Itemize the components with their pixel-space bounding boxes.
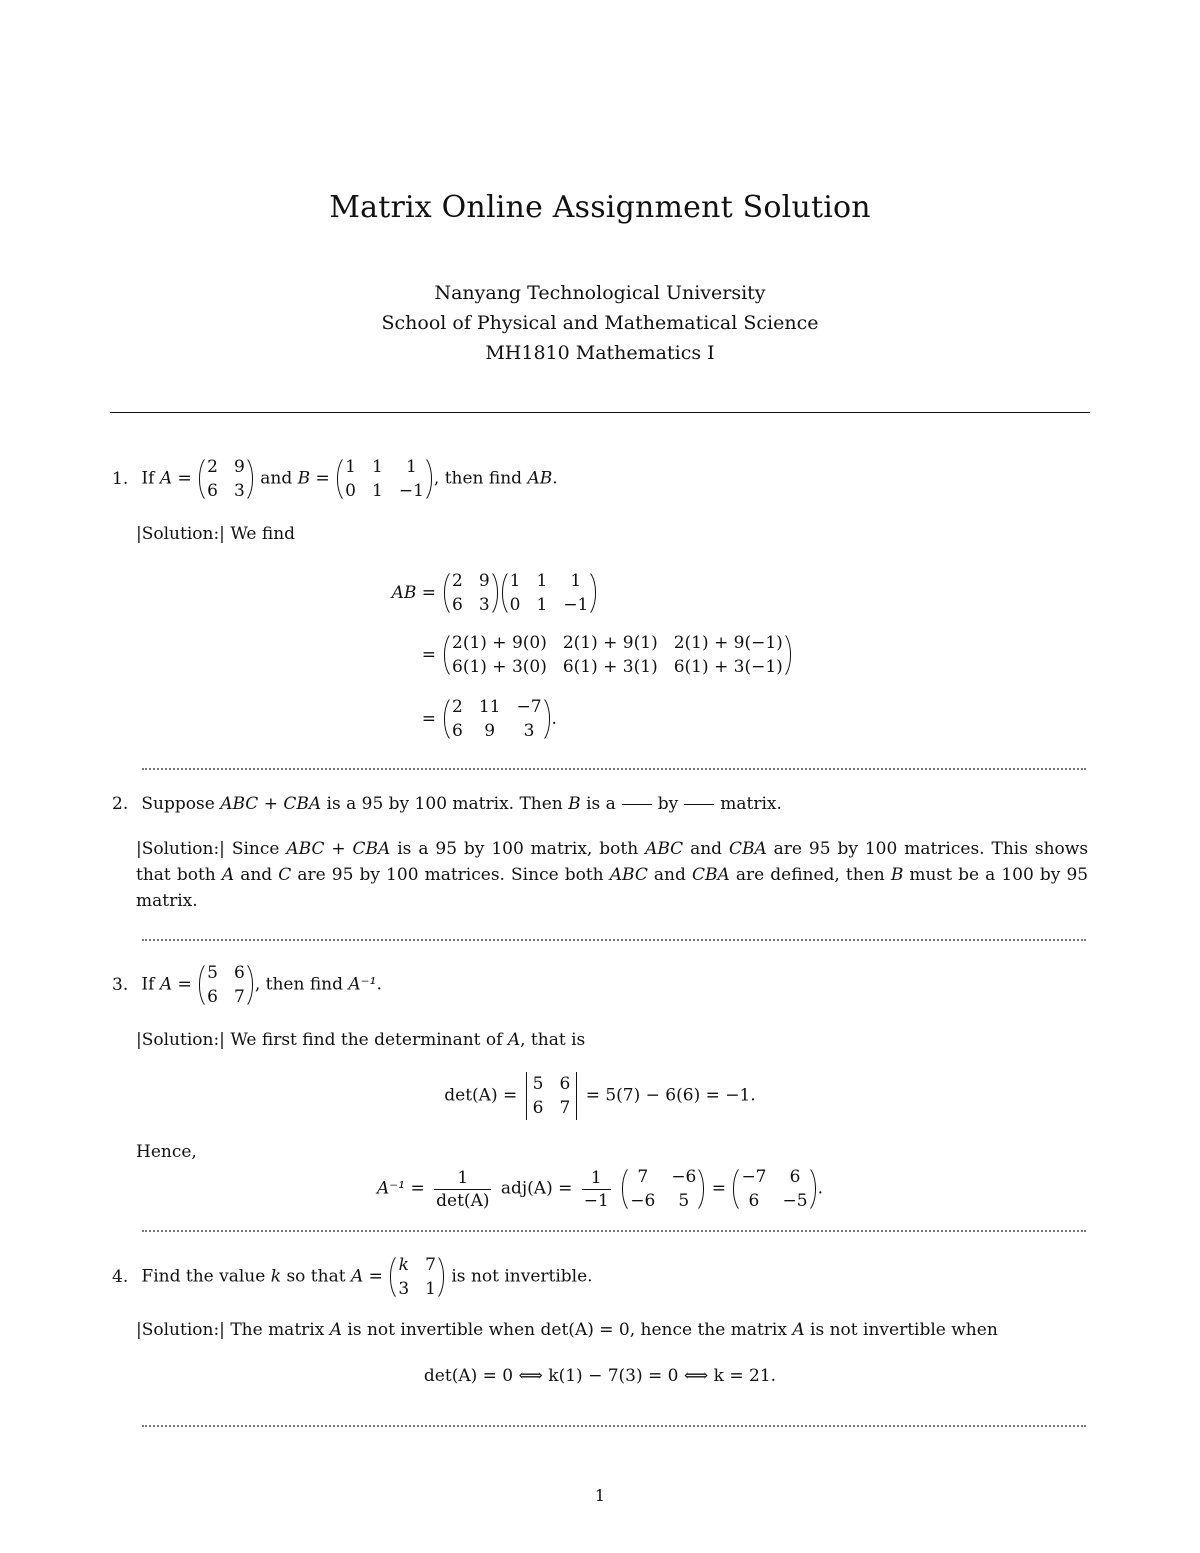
q3-solution-intro: |Solution:| We first find the determinant of A, that is [136,1030,586,1050]
q1-equation-row-1: AB = 2 9 6 3 1 1 1 0 1 −1 [376,568,598,618]
q4-matrix-a: k 7 3 1 [390,1252,444,1302]
q3-hence: Hence, [136,1142,197,1162]
document-title: Matrix Online Assignment Solution [329,190,871,225]
question-1: 1. If A = 2 9 6 3 and B = 1 1 1 0 1 −1 , then find AB. [112,454,558,504]
q1-equation-row-3: = 2 11 −7 6 9 3 . [376,694,557,744]
affiliation-university: Nanyang Technological University [434,282,766,304]
q1-expanded-matrix: 2(1) + 9(0) 2(1) + 9(1) 2(1) + 9(−1) 6(1) + 3(0) 6(1) + 3(1) 6(1) + 3(−1) [444,630,791,680]
header-rule [110,412,1090,413]
q3-matrix-a: 5 6 6 7 [199,960,253,1010]
fraction: $\frac{1}{-1}$ [583,1167,609,1211]
q4-final-equation: det(A) = 0 ⟺ k(1) − 7(3) = 0 ⟺ k = 21. [423,1366,777,1386]
q3-determinant-equation: det(A) = 5 6 6 7 = 5(7) − 6(6) = −1. [444,1074,756,1118]
affiliation-school: School of Physical and Mathematical Science [381,312,819,334]
question-3: 3. If A = 5 6 6 7 , then find A⁻¹. [112,960,382,1010]
affiliation-course: MH1810 Mathematics I [485,342,715,364]
answer-blank [684,804,714,805]
q1-equation-row-2: = 2(1) + 9(0) 2(1) + 9(1) 2(1) + 9(−1) 6(1) + 3(0) 6(1) + 3(1) 6(1) + 3(−1) [376,630,793,680]
page-number: 1 [594,1486,606,1505]
q1-result-matrix: 2 11 −7 6 9 3 [444,694,550,744]
q1-eq-matrix-a: 2 9 6 3 [444,568,498,618]
q1-eq-matrix-b: 1 1 1 0 1 −1 [502,568,597,618]
q4-solution-intro: |Solution:| The matrix A is not invertible when det(A) = 0, hence the matrix A is not invertible when [136,1320,998,1340]
q3-determinant: 5 6 6 7 [526,1072,578,1120]
q3-adjugate-matrix: 7 −6 −6 5 [622,1164,704,1214]
q1-matrix-a: 2 9 6 3 [199,454,253,504]
fraction: $\frac{1}{\det(A)}$ [436,1167,490,1211]
separator-dotted [142,768,1086,770]
answer-blank [622,804,652,805]
q3-inverse-matrix: −7 6 6 −5 [733,1164,815,1214]
q2-solution: |Solution:| Since ABC + CBA is a 95 by 100 matrix, both ABC and CBA are 95 by 100 matrices. This shows that both A and C are 95 by 100 matrices. Since both ABC and CBA are defined, then B must be a 100 by 95 matrix. [136,839,1089,911]
question-2: 2. Suppose ABC + CBA is a 95 by 100 matrix. Then B is a by matrix. [112,794,782,814]
question-4: 4. Find the value k so that A = k 7 3 1 is not invertible. [112,1252,593,1302]
separator-dotted [142,939,1086,941]
q3-inverse-equation: A⁻¹ = $\frac{1}{\det(A)}$ adj(A) = $\frac{1}{-1}$ 7 −6 −6 5 = −7 6 6 −5 . [0,1164,1200,1214]
q1-solution-intro: |Solution:| We find [136,524,296,544]
q1-matrix-b: 1 1 1 0 1 −1 [337,454,432,504]
affiliation-block [0,278,1200,368]
separator-dotted [142,1425,1086,1427]
separator-dotted [142,1230,1086,1232]
